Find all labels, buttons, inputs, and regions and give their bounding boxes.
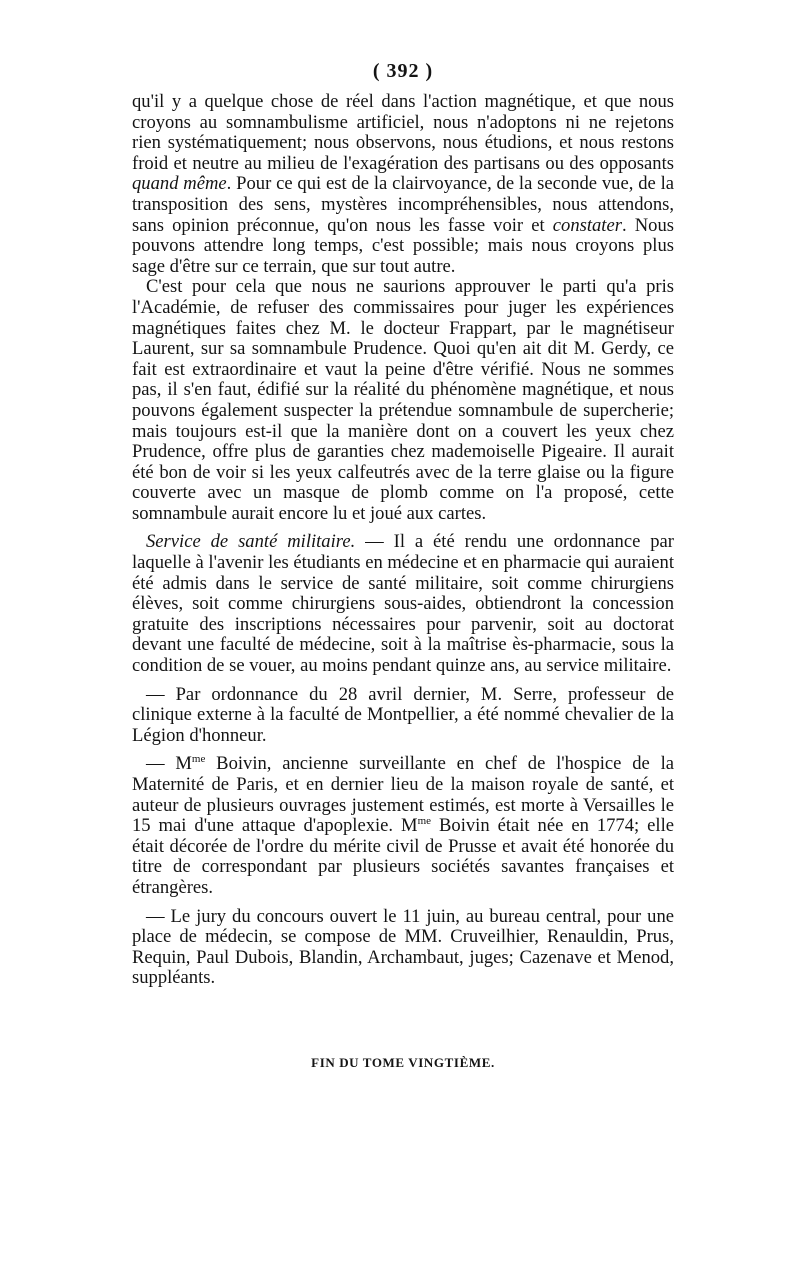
paragraph-magnetism-opinion bbox=[132, 92, 674, 277]
italic-phrase: constater bbox=[552, 214, 622, 236]
paragraph-legion-honneur bbox=[132, 685, 674, 747]
paragraph-text: C'est pour cela que nous ne saurions approuver le parti qu'a pris l'Académie, de refuser des commissaires pour juger les expériences magnétiques faites chez M. le docteur Frappart, par le magnétiseur Laurent, sur sa somnambule Prudence. Quoi qu'en ait dit M. Gerdy, ce fait est extraordinaire et vaut la peine d'être vérifié. Nous ne sommes pas, il s'en faut, édifié sur la réalité du phénomène magnétique, et nous pouvons également suspecter la prétendue somnambule de supercherie; mais toujours est-il que la manière dont on a couvert les yeux chez Prudence, offre plus de garanties chez mademoiselle Pigeaire. Il aurait été bon de voir si les yeux calfeutrés avec de la terre glaise ou la figure couverte avec un masque de plomb comme on l'a proposé, cette somnambule aurait encore lu et joué aux cartes. bbox=[132, 276, 674, 524]
end-of-volume-note: FIN DU TOME VINGTIÈME. bbox=[311, 1054, 495, 1070]
paragraph-text: — Par ordonnance du 28 avril dernier, M. Serre, professeur de clinique externe à la faculté de Montpellier, a été nommé chevalier de la Légion d'honneur. bbox=[132, 683, 674, 746]
paragraph-text: — Il a été rendu une ordonnance par laquelle à l'avenir les étudiants en médecine et en pharmacie qui auraient été admis dans le service de santé militaire, soit comme chirurgiens élèves, soit comme chirurgiens sous-aides, obtiendront la concession gratuite des inscriptions nécessaires pour parvenir, soit au doctorat devant une faculté de médecine, soit à la maîtrise ès-pharmacie, sous la condition de se vouer, au moins pendant quinze ans, au service militaire. bbox=[132, 531, 674, 677]
paragraph-text: . Nous pouvons attendre long temps, c'est possible; mais nous croyons plus sage d'être sur ce terrain, que sur tout autre. bbox=[132, 214, 674, 277]
paragraph-text: . Pour ce qui est de la clairvoyance, de la seconde vue, de la transposition des sens, mystères incompréhensibles, nous attendons, sans opinion préconnue, qu'on nous les fasse voir et bbox=[132, 173, 674, 236]
section-heading: Service de santé militaire. bbox=[146, 531, 356, 553]
paragraph-text: — Le jury du concours ouvert le 11 juin, au bureau central, pour une place de médecin, se compose de MM. Cruveilhier, Renauldin, Prus, Requin, Paul Dubois, Blandin, Archambaut, juges; Cazenave et Menod, suppléants. bbox=[132, 905, 674, 989]
paragraph-military-health-service bbox=[132, 532, 674, 676]
paragraph-text: qu'il y a quelque chose de réel dans l'action magnétique, et que nous croyons au somnambulisme artificiel, nous n'adoptons ni ne rejetons rien systématiquement; nous observons, nous étudions, et nous restons froid et neutre au milieu de l'exagération des partisans ou des opposants bbox=[132, 91, 674, 174]
italic-phrase: quand même bbox=[132, 173, 227, 195]
paragraph-text: — M bbox=[146, 753, 192, 775]
paragraph-academy-commission bbox=[132, 277, 674, 524]
superscript: me bbox=[191, 753, 206, 766]
paragraph-obituary-boivin bbox=[132, 754, 674, 898]
superscript: me bbox=[417, 815, 432, 827]
paragraph-text: Boivin, ancienne surveillante en chef de l'hospice de la Maternité de Paris, et en dernier lieu de la maison royale de santé, et auteur de plusieurs ouvrages justement estimés, est morte à Versailles le 15 mai d'une attaque d'apoplexie. M bbox=[132, 753, 674, 837]
paragraph-jury-concours bbox=[132, 907, 674, 989]
paragraph-text: Boivin était née en 1774; elle était décorée de l'ordre du mérite civil de Prusse et avait été honorée du titre de correspondant par plusieurs sociétés savantes françaises et étrangères. bbox=[132, 815, 674, 898]
page-number: ( 392 ) bbox=[372, 60, 434, 82]
document-page bbox=[132, 58, 674, 1071]
